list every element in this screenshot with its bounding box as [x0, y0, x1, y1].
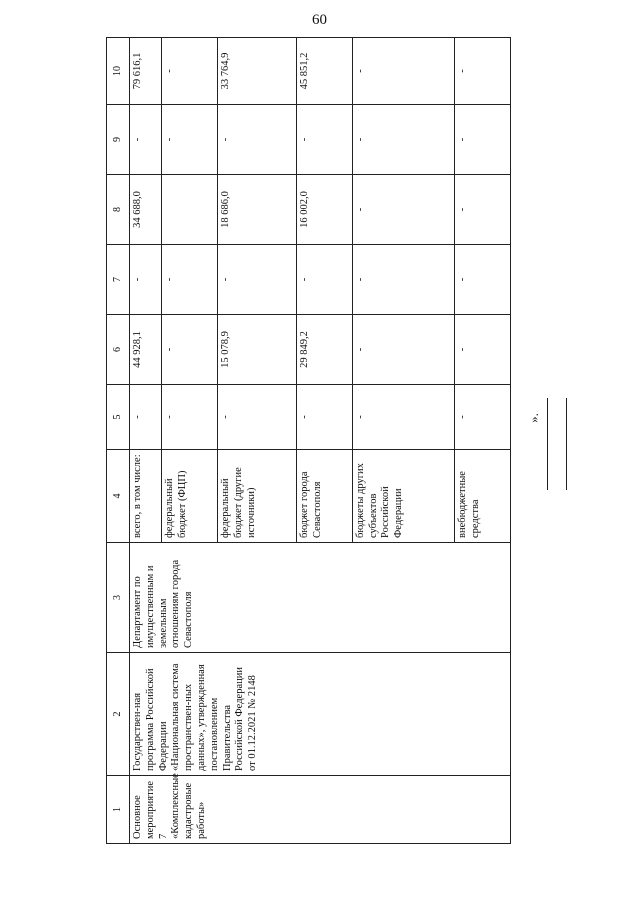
value-col6: -: [352, 315, 454, 385]
program-name: Государствен-ная программа Российской Федерации «Национальная система пространствен-ных данных», утвержденная постановлением Правительства Российской Федерации от 01.12.2021 № 2148: [132, 663, 259, 771]
value-col6: -: [162, 315, 218, 385]
value-col10: 45 851,2: [297, 38, 353, 105]
signature-line: [566, 398, 567, 490]
value-col8: 34 688,0: [130, 175, 162, 245]
value-col9: -: [297, 105, 353, 175]
value-col8: [162, 175, 218, 245]
executor-cell: [130, 543, 511, 653]
rotated-table-wrapper: [106, 38, 511, 844]
value-col9: -: [130, 105, 162, 175]
value-col8: 18 686,0: [218, 175, 297, 245]
value-col10: 33 764,9: [218, 38, 297, 105]
col-number-10: 10: [107, 38, 130, 105]
col-number-8: 8: [107, 175, 130, 245]
col-number-3: 3: [107, 543, 130, 653]
value-col9: -: [162, 105, 218, 175]
value-col8: 16 002,0: [297, 175, 353, 245]
funding-source: федеральный бюджет (ФЦП): [162, 450, 218, 543]
executor-name: Департамент по имущественным и земельным отношениям города Севастополя: [132, 559, 195, 648]
value-col10: -: [162, 38, 218, 105]
column-number-row: [107, 38, 130, 844]
closing-quote-mark: [525, 402, 547, 432]
value-col7: -: [162, 245, 218, 315]
col-number-6: 6: [107, 315, 130, 385]
value-col6: 44 928,1: [130, 315, 162, 385]
value-col7: -: [218, 245, 297, 315]
funding-table: [106, 37, 511, 844]
measure-name: Основное мероприятие 7 «Комплексные кадастровые работы»: [132, 773, 207, 839]
value-col8: -: [352, 175, 454, 245]
funding-source: всего, в том числе:: [130, 450, 162, 543]
value-col7: -: [455, 245, 511, 315]
value-col5: -: [352, 385, 454, 450]
funding-source: внебюджетные средства: [455, 450, 511, 543]
page-number: 60: [312, 12, 327, 28]
funding-source: федеральный бюджет (другие источники): [218, 450, 297, 543]
value-col10: -: [455, 38, 511, 105]
funding-source: бюджеты других субъектов Российской Федерации: [352, 450, 454, 543]
value-col7: -: [297, 245, 353, 315]
col-number-2: 2: [107, 653, 130, 776]
value-col5: -: [218, 385, 297, 450]
value-col5: -: [297, 385, 353, 450]
value-col6: -: [455, 315, 511, 385]
value-col7: -: [352, 245, 454, 315]
value-col6: 15 078,9: [218, 315, 297, 385]
value-col7: -: [130, 245, 162, 315]
col-number-4: 4: [107, 450, 130, 543]
value-col6: 29 849,2: [297, 315, 353, 385]
value-col8: -: [455, 175, 511, 245]
table-row: [130, 38, 162, 844]
funding-source: бюджет города Севастополя: [297, 450, 353, 543]
col-number-9: 9: [107, 105, 130, 175]
value-col9: -: [218, 105, 297, 175]
value-col5: -: [162, 385, 218, 450]
value-col9: -: [352, 105, 454, 175]
program-cell: [130, 653, 511, 776]
col-number-5: 5: [107, 385, 130, 450]
value-col9: -: [455, 105, 511, 175]
measure-name-cell: [130, 773, 511, 844]
signature-line: [547, 398, 548, 490]
value-col5: -: [130, 385, 162, 450]
value-col5: -: [455, 385, 511, 450]
col-number-1: 1: [107, 776, 130, 844]
closing-quote-text: ».: [525, 413, 541, 423]
value-col10: -: [352, 38, 454, 105]
value-col10: 79 616,1: [130, 38, 162, 105]
col-number-7: 7: [107, 245, 130, 315]
